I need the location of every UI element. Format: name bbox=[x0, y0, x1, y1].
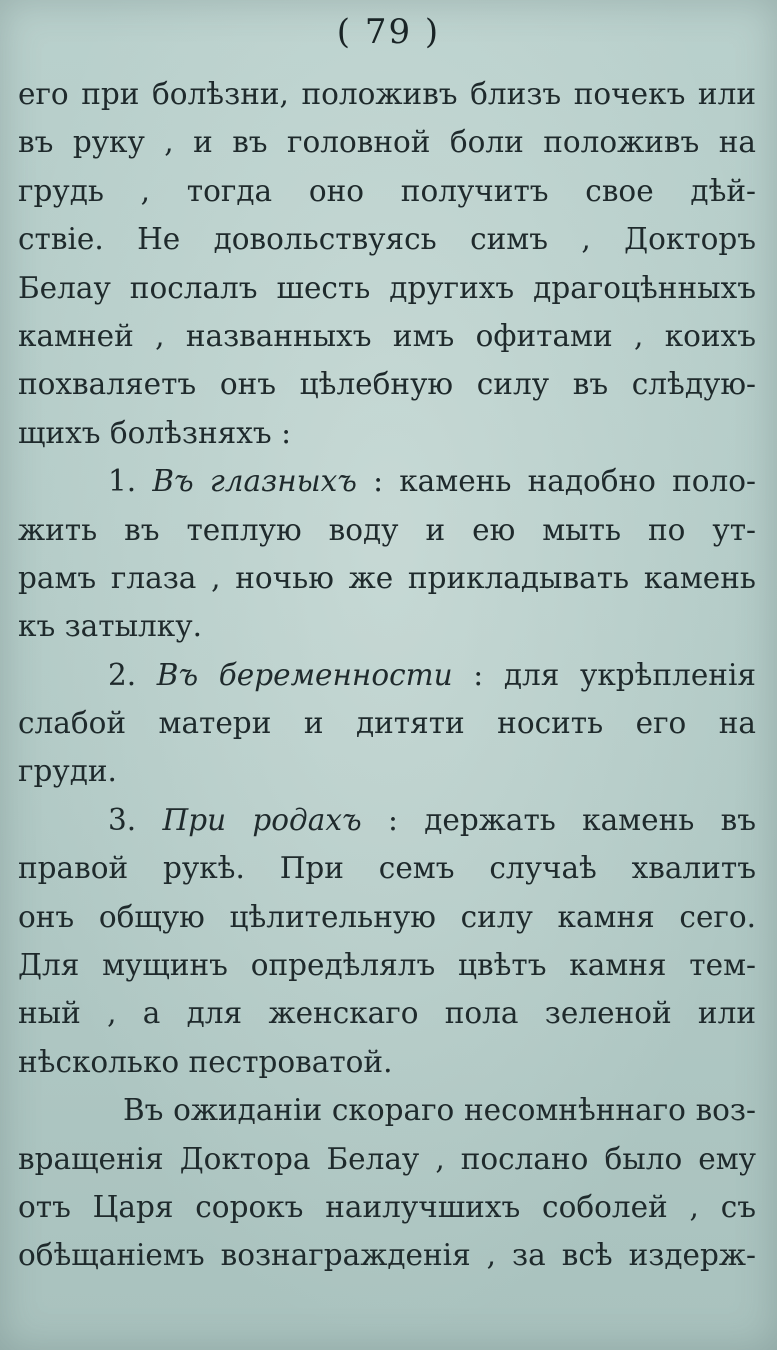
text-line: отъ Царя сорокъ наилучшихъ соболей , съ bbox=[18, 1189, 756, 1224]
list-item-text: : для укрѣпленія bbox=[473, 657, 756, 692]
text-line: грудь , тогда оно получитъ свое дѣй- bbox=[18, 173, 756, 208]
text-line: похваляетъ онъ цѣлебную силу въ слѣдую- bbox=[18, 367, 756, 402]
list-item-first-line bbox=[18, 457, 756, 505]
list-item-number: 1. bbox=[108, 464, 137, 499]
text-line: нѣсколько пестроватой. bbox=[18, 1044, 393, 1079]
text-line: камней , названныхъ имъ офитами , коихъ bbox=[18, 318, 756, 353]
list-item-heading: При родахъ bbox=[162, 802, 362, 837]
text-line: груди. bbox=[18, 754, 117, 789]
list-item-first-line bbox=[18, 651, 756, 699]
text-line: правой рукѣ. При семъ случаѣ хвалитъ bbox=[18, 851, 756, 886]
list-item-number: 2. bbox=[108, 657, 137, 692]
list-item-first-line bbox=[18, 796, 756, 844]
list-item-heading: Въ беременности bbox=[156, 657, 453, 692]
list-item-number: 3. bbox=[108, 802, 137, 837]
text-line: ный , а для женскаго пола зеленой или bbox=[18, 996, 756, 1031]
text-line: щихъ болѣзняхъ : bbox=[18, 415, 292, 450]
text-line: въ руку , и въ головной боли положивъ на bbox=[18, 125, 756, 160]
list-item-text: : держать камень въ bbox=[387, 802, 756, 837]
text-line: слабой матери и дитяти носить его на bbox=[18, 706, 756, 741]
text-line: къ затылку. bbox=[18, 609, 202, 644]
text-line: Для мущинъ опредѣлялъ цвѣтъ камня тем- bbox=[18, 948, 756, 983]
text-line: Белау послалъ шесть другихъ драгоцѣнныхъ bbox=[18, 270, 756, 305]
text-line: его при болѣзни, положивъ близъ почекъ или bbox=[18, 77, 756, 111]
paragraph-first-line: Въ ожиданіи скораго несомнѣннаго воз- bbox=[123, 1093, 756, 1128]
text-line: вращенія Доктора Белау , послано было ему bbox=[18, 1141, 756, 1176]
text-line: рамъ глаза , ночью же прикладывать камень bbox=[18, 560, 756, 595]
page-body bbox=[18, 70, 756, 1280]
page-number: ( 79 ) bbox=[336, 12, 441, 52]
list-item-heading: Въ глазныхъ bbox=[152, 464, 357, 499]
list-item-text: : камень надобно поло- bbox=[373, 464, 756, 499]
text-line: онъ общую цѣлительную силу камня сего. bbox=[18, 899, 756, 934]
text-line: обѣщаніемъ вознагражденія , за всѣ издерж- bbox=[18, 1238, 756, 1273]
text-line: ствіе. Не довольствуясь симъ , Докторъ bbox=[18, 222, 756, 257]
text-line: жить въ теплую воду и ею мыть по ут- bbox=[18, 512, 756, 547]
